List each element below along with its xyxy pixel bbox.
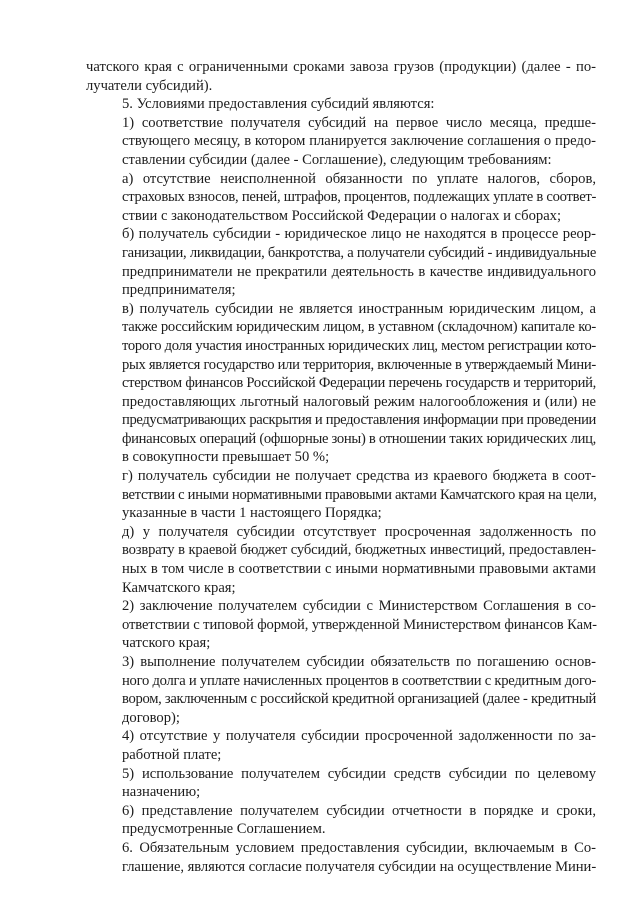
paragraph-p0 bbox=[86, 58, 596, 95]
text-line: ветствии с иными нормативными правовыми актами Камчатского края на цели, bbox=[122, 486, 597, 503]
paragraph-p13 bbox=[86, 839, 596, 876]
text-line: г) получатель субсидии не получает средства из краевого бюджета в соот- bbox=[122, 468, 596, 485]
text-line: назначению; bbox=[122, 784, 201, 801]
paragraph-p6 bbox=[86, 467, 596, 523]
text-line: в) получатель субсидии не является иностранным юридическим лицом, а bbox=[122, 300, 596, 317]
paragraph-p11 bbox=[86, 765, 596, 802]
text-line: предпринимателя; bbox=[122, 282, 236, 299]
text-line: вором, заключенным с российской кредитной организацией (далее - кредитный bbox=[122, 691, 596, 708]
text-line: а) отсутствие неисполненной обязанности по уплате налогов, сборов, bbox=[122, 170, 596, 187]
text-line: страховых взносов, пеней, штрафов, процентов, подлежащих уплате в соответ- bbox=[122, 189, 597, 206]
text-line: предусмотренные Соглашением. bbox=[122, 821, 326, 838]
text-line: 2) заключение получателем субсидии с Министерством Соглашения в со- bbox=[122, 598, 596, 615]
text-line: ного долга и уплате начисленных процентов в соответствии с кредитным дого- bbox=[122, 672, 596, 689]
text-line: 3) выполнение получателем субсидии обязательств по погашению основ- bbox=[122, 654, 596, 670]
document-body bbox=[86, 58, 596, 876]
text-line: договор); bbox=[122, 709, 180, 726]
text-line: 6. Обязательным условием предоставления субсидии, включаемым в Со- bbox=[122, 839, 596, 856]
paragraph-p1 bbox=[86, 95, 596, 114]
text-line: 4) отсутствие у получателя субсидии просроченной задолженности по за- bbox=[122, 728, 596, 745]
text-line: чатского края; bbox=[122, 635, 211, 652]
text-line: б) получатель субсидии - юридическое лицо не находятся в процессе реор- bbox=[122, 226, 596, 243]
paragraph-p3 bbox=[86, 170, 596, 226]
paragraph-p9 bbox=[86, 653, 596, 727]
text-line: ствующего месяцу, в котором планируется заключение соглашения о предо- bbox=[122, 133, 596, 150]
paragraph-p4 bbox=[86, 225, 596, 299]
paragraph-p12 bbox=[86, 802, 596, 839]
text-line: ставлении субсидии (далее - Соглашение), следующим требованиям: bbox=[122, 151, 552, 168]
text-line: глашение, являются согласие получателя субсидии на осуществление Мини- bbox=[122, 858, 597, 875]
paragraph-p10 bbox=[86, 727, 596, 764]
paragraph-p5 bbox=[86, 300, 596, 467]
text-line: лучатели субсидий). bbox=[86, 77, 213, 94]
text-line: 1) соответствие получателя субсидий на первое число месяца, предше- bbox=[122, 114, 596, 131]
text-line: чатского края с ограниченными сроками завоза грузов (продукции) (далее - по- bbox=[86, 59, 596, 75]
text-line: ствии с законодательством Российской Федерации о налогах и сборах; bbox=[122, 207, 562, 224]
paragraph-p2 bbox=[86, 114, 596, 170]
text-line: ных в том числе в соответствии с иными нормативными правовыми актами bbox=[122, 561, 596, 578]
paragraph-p7 bbox=[86, 523, 596, 597]
text-line: стерством финансов Российской Федерации перечень государств и территорий, bbox=[122, 375, 596, 392]
text-line: предприниматели не прекратили деятельность в качестве индивидуального bbox=[122, 263, 596, 280]
text-line: ганизации, ликвидации, банкротства, а получатели субсидий - индивидуальные bbox=[122, 244, 596, 261]
text-line: торого доля участия иностранных юридических лиц, местом регистрации кото- bbox=[122, 337, 596, 354]
text-line: ответствии с типовой формой, утвержденной Министерством финансов Кам- bbox=[122, 616, 597, 633]
text-line: Камчатского края; bbox=[122, 579, 236, 596]
text-line: д) у получателя субсидии отсутствует просроченная задолженность по bbox=[122, 523, 596, 540]
text-line: 5) использование получателем субсидии средств субсидии по целевому bbox=[122, 765, 596, 782]
text-line: финансовых операций (офшорные зоны) в отношении таких юридических лиц, bbox=[122, 430, 596, 447]
text-line: указанные в части 1 настоящего Порядка; bbox=[122, 505, 382, 522]
text-line: возврату в краевой бюджет субсидий, бюджетных инвестиций, предоставлен- bbox=[122, 542, 596, 559]
text-line: в совокупности превышает 50 %; bbox=[122, 449, 330, 466]
paragraph-p8 bbox=[86, 597, 596, 653]
text-line: предоставляющих льготный налоговый режим налогообложения и (или) не bbox=[122, 393, 596, 410]
text-line: работной плате; bbox=[122, 746, 222, 763]
text-line: 5. Условиями предоставления субсидий являются: bbox=[122, 96, 435, 113]
text-line: предусматривающих раскрытия и предоставления информации при проведении bbox=[122, 412, 596, 429]
text-line: рых является государство или территория, включенные в утверждаемый Мини- bbox=[122, 356, 596, 373]
text-line: также российским юридическим лицом, в уставном (складочном) капитале ко- bbox=[122, 319, 596, 336]
text-line: 6) представление получателем субсидии отчетности в порядке и сроки, bbox=[122, 802, 596, 819]
